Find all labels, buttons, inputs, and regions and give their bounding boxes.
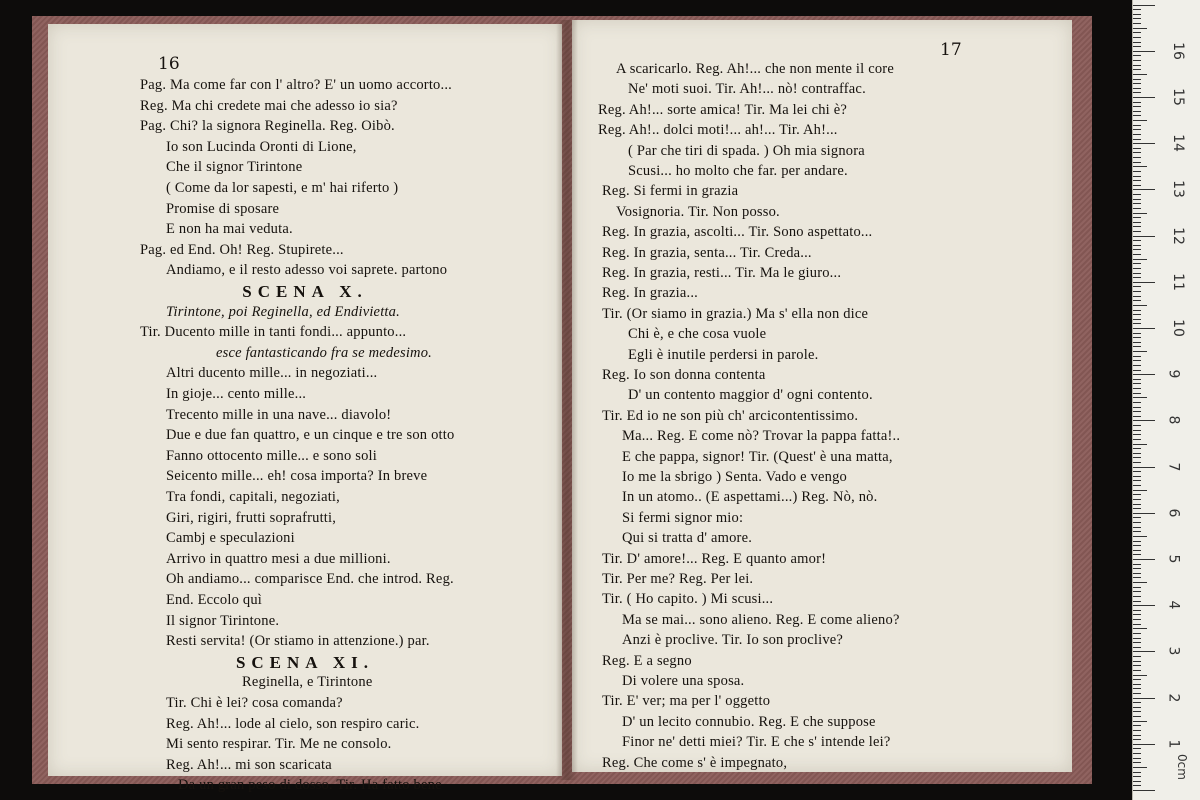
text-line: Ma se mai... sono alieno. Reg. E come alieno? xyxy=(622,611,900,628)
ruler-tick xyxy=(1133,702,1141,703)
text-line: Qui si tratta d' amore. xyxy=(622,530,753,547)
text-line: Trecento mille in una nave... diavolo! xyxy=(166,406,392,423)
ruler-tick xyxy=(1133,716,1141,717)
ruler-tick xyxy=(1133,610,1141,611)
ruler-tick xyxy=(1133,342,1141,343)
text-line: In un atomo.. (E aspettami...) Reg. Nò, nò. xyxy=(622,489,878,506)
ruler-tick xyxy=(1133,180,1141,181)
ruler-tick xyxy=(1133,171,1141,172)
ruler-tick xyxy=(1133,162,1141,163)
ruler-tick xyxy=(1133,393,1141,394)
ruler-number: 7 xyxy=(1165,462,1182,472)
ruler-tick xyxy=(1133,688,1141,689)
text-line: Tir. Ed io ne son più ch' arcicontentissimo. xyxy=(602,407,859,424)
ruler-tick xyxy=(1133,46,1141,47)
text-line: Pag. Chi? la signora Reginella. Reg. Oibò. xyxy=(140,118,395,135)
ruler-tick xyxy=(1133,504,1141,505)
ruler-tick xyxy=(1133,213,1147,214)
ruler-tick xyxy=(1133,300,1141,301)
ruler-tick xyxy=(1133,106,1141,107)
ruler-tick xyxy=(1133,346,1141,347)
ruler-tick xyxy=(1133,568,1141,569)
text-line: Tir. Ducento mille in tanti fondi... appunto... xyxy=(140,324,407,341)
left-page xyxy=(48,24,562,794)
text-line: Pag. Ma come far con l' altro? E' un uomo accorto... xyxy=(140,77,452,93)
text-line: Reg. In grazia... xyxy=(602,285,699,302)
ruler-tick xyxy=(1133,693,1141,694)
right-page xyxy=(572,20,1072,772)
ruler-tick xyxy=(1133,434,1141,435)
text-line: Reg. Ah!.. dolci moti!... ah!... Tir. Ah!... xyxy=(598,122,838,139)
ruler-tick xyxy=(1133,319,1141,320)
ruler-tick xyxy=(1133,28,1147,29)
text-line: Reg. Ah!... mi son scaricata xyxy=(166,756,332,773)
ruler-tick xyxy=(1133,125,1141,126)
ruler-tick xyxy=(1133,310,1141,311)
ruler-tick xyxy=(1133,92,1141,93)
text-line: Oh andiamo... comparisce End. che introd. Reg. xyxy=(166,571,454,588)
text-line: Ne' moti suoi. Tir. Ah!... nò! contraffac. xyxy=(628,81,866,98)
ruler-tick xyxy=(1133,744,1155,745)
ruler-tick xyxy=(1133,453,1141,454)
text-line: Promise di sposare xyxy=(166,200,280,217)
ruler-tick xyxy=(1133,642,1141,643)
text-line: Di volere una sposa. xyxy=(622,673,745,689)
ruler-tick xyxy=(1133,499,1141,500)
ruler-tick xyxy=(1133,74,1147,75)
text-line: A scaricarlo. Reg. Ah!... che non mente il core xyxy=(616,61,894,77)
ruler-tick xyxy=(1133,656,1141,657)
ruler-tick xyxy=(1133,69,1141,70)
ruler-tick xyxy=(1133,541,1141,542)
text-line: Reginella, e Tirintone xyxy=(242,674,373,691)
text-line: ( Come da lor sapesti, e m' hai riferto ) xyxy=(166,180,399,196)
ruler-tick xyxy=(1133,226,1141,227)
ruler-tick xyxy=(1133,365,1141,366)
ruler-tick xyxy=(1133,217,1141,218)
ruler-tick xyxy=(1133,314,1141,315)
ruler-tick xyxy=(1133,448,1141,449)
ruler-tick xyxy=(1133,88,1141,89)
ruler-tick xyxy=(1133,577,1141,578)
ruler-number: 15 xyxy=(1169,88,1186,106)
text-line: Reg. In grazia, ascolti... Tir. Sono aspettato... xyxy=(602,224,873,241)
ruler-tick xyxy=(1133,633,1141,634)
ruler-tick xyxy=(1133,240,1141,241)
ruler-tick xyxy=(1133,374,1155,375)
ruler-tick xyxy=(1133,420,1155,421)
ruler-tick xyxy=(1133,277,1141,278)
ruler-tick xyxy=(1133,675,1147,676)
ruler-tick xyxy=(1133,65,1141,66)
ruler-tick xyxy=(1133,416,1141,417)
ruler-tick xyxy=(1133,176,1141,177)
ruler-tick xyxy=(1133,462,1141,463)
ruler-number: 2 xyxy=(1165,693,1182,703)
text-line: E che pappa, signor! Tir. (Quest' è una matta, xyxy=(622,448,893,465)
ruler-tick xyxy=(1133,605,1155,606)
ruler-tick xyxy=(1133,444,1147,445)
text-line: Altri ducento mille... in negoziati... xyxy=(166,365,378,382)
text-line: Cambj e speculazioni xyxy=(166,530,295,547)
ruler-number: 10 xyxy=(1169,319,1186,337)
ruler-tick xyxy=(1133,337,1141,338)
ruler-tick xyxy=(1133,670,1141,671)
ruler-tick xyxy=(1133,767,1147,768)
text-line: Arrivo in quattro mesi a due millioni. xyxy=(166,550,391,567)
ruler-tick xyxy=(1133,370,1141,371)
ruler-tick xyxy=(1133,189,1155,190)
ruler-tick xyxy=(1133,79,1141,80)
text-line: Vosignoria. Tir. Non posso. xyxy=(616,203,780,220)
ruler-tick xyxy=(1133,194,1141,195)
ruler-tick xyxy=(1133,111,1141,112)
text-line: Ma... Reg. E come nò? Trovar la pappa fatta!.. xyxy=(622,428,901,445)
text-line: Finor ne' detti miei? Tir. E che s' intende lei? xyxy=(622,734,891,751)
text-line: Che il signor Tirintone xyxy=(166,159,303,176)
ruler-number: 13 xyxy=(1169,180,1186,199)
text-line: Io son Lucinda Oronti di Lione, xyxy=(166,138,357,155)
ruler-unit-label: 0cm xyxy=(1174,754,1189,780)
ruler-tick xyxy=(1133,129,1141,130)
ruler-number: 9 xyxy=(1165,369,1182,379)
ruler-tick xyxy=(1133,259,1147,260)
ruler-tick xyxy=(1133,638,1141,639)
ruler-tick xyxy=(1133,517,1141,518)
ruler-number: 8 xyxy=(1165,415,1182,425)
ruler-tick xyxy=(1133,328,1155,329)
ruler-tick xyxy=(1133,582,1147,583)
text-line: Tir. D' amore!... Reg. E quanto amor! xyxy=(602,550,827,567)
text-line: Reg. Si fermi in grazia xyxy=(602,183,739,200)
ruler-tick xyxy=(1133,679,1141,680)
ruler-tick xyxy=(1133,360,1141,361)
ruler-tick xyxy=(1133,439,1141,440)
ruler-tick xyxy=(1133,203,1141,204)
ruler-tick xyxy=(1133,790,1155,791)
ruler-tick xyxy=(1133,9,1141,10)
ruler-tick xyxy=(1133,282,1155,283)
text-line: Andiamo, e il resto adesso voi saprete. partono xyxy=(166,262,448,279)
ruler-tick xyxy=(1133,707,1141,708)
ruler-tick xyxy=(1133,14,1141,15)
ruler-tick xyxy=(1133,356,1141,357)
ruler-tick xyxy=(1133,591,1141,592)
ruler-tick xyxy=(1133,411,1141,412)
ruler-tick xyxy=(1133,407,1141,408)
ruler-number: 11 xyxy=(1169,272,1186,291)
ruler-tick xyxy=(1133,564,1141,565)
page-number-right: 17 xyxy=(940,40,962,60)
ruler-tick xyxy=(1133,115,1141,116)
ruler-tick xyxy=(1133,199,1141,200)
text-line: esce fantasticando fra se medesimo. xyxy=(216,344,433,361)
ruler-tick xyxy=(1133,236,1155,237)
ruler-tick xyxy=(1133,120,1147,121)
text-line: Io me la sbrigo ) Senta. Vado e vengo xyxy=(622,469,847,485)
text-line: Scusi... ho molto che far. per andare. xyxy=(628,163,848,179)
ruler-tick xyxy=(1133,476,1141,477)
text-line: Reg. Ah!... lode al cielo, son respiro caric. xyxy=(166,715,420,732)
ruler-tick xyxy=(1133,735,1141,736)
ruler-tick xyxy=(1133,134,1141,135)
ruler-tick xyxy=(1133,730,1141,731)
ruler-tick xyxy=(1133,291,1141,292)
ruler-tick xyxy=(1133,296,1141,297)
ruler-tick xyxy=(1133,698,1155,699)
ruler-tick xyxy=(1133,513,1155,514)
ruler-tick xyxy=(1133,781,1141,782)
ruler-tick xyxy=(1133,97,1155,98)
ruler-tick xyxy=(1133,661,1141,662)
ruler-tick xyxy=(1133,550,1141,551)
ruler-tick xyxy=(1133,508,1141,509)
ruler-tick xyxy=(1133,596,1141,597)
ruler-tick xyxy=(1133,554,1141,555)
text-line: Reg. E a segno xyxy=(602,652,692,669)
ruler-tick xyxy=(1133,480,1141,481)
ruler-tick xyxy=(1133,18,1141,19)
ruler-tick xyxy=(1133,758,1141,759)
text-line: Il signor Tirintone. xyxy=(166,612,280,629)
ruler-tick xyxy=(1133,457,1141,458)
ruler-tick xyxy=(1133,333,1141,334)
text-line: Si fermi signor mio: xyxy=(622,509,744,526)
ruler-tick xyxy=(1133,60,1141,61)
ruler-tick xyxy=(1133,425,1141,426)
text-line: Tir. (Or siamo in grazia.) Ma s' ella non dice xyxy=(602,305,869,322)
ruler-tick xyxy=(1133,762,1141,763)
page-number-left: 16 xyxy=(158,54,180,74)
ruler-number: 14 xyxy=(1169,134,1186,153)
text-line: Tir. E' ver; ma per l' oggetto xyxy=(602,693,771,710)
scene-heading: SCENA XI. xyxy=(235,652,375,672)
ruler-tick xyxy=(1133,684,1141,685)
text-line: Reg. In grazia, resti... Tir. Ma le giuro... xyxy=(602,265,842,281)
ruler-tick xyxy=(1133,139,1141,140)
ruler-tick xyxy=(1133,711,1141,712)
text-line: ( Par che tiri di spada. ) Oh mia signora xyxy=(628,142,865,159)
ruler-tick xyxy=(1133,383,1141,384)
ruler-tick xyxy=(1133,573,1141,574)
text-line: Resti servita! (Or stiamo in attenzione.) par. xyxy=(166,633,430,650)
ruler-tick xyxy=(1133,351,1147,352)
ruler-tick xyxy=(1133,143,1155,144)
ruler-number: 12 xyxy=(1169,226,1186,245)
ruler-tick xyxy=(1133,268,1141,269)
ruler-tick xyxy=(1133,148,1141,149)
ruler-tick xyxy=(1133,51,1155,52)
ruler-tick xyxy=(1133,430,1141,431)
ruler-tick xyxy=(1133,83,1141,84)
ruler-tick xyxy=(1133,545,1141,546)
ruler-tick xyxy=(1133,624,1141,625)
ruler-tick xyxy=(1133,587,1141,588)
ruler-tick xyxy=(1133,665,1141,666)
text-line: Mi sento respirar. Tir. Me ne consolo. xyxy=(166,736,392,753)
ruler-tick xyxy=(1133,263,1141,264)
ruler-tick xyxy=(1133,651,1155,652)
text-line: Seicento mille... eh! cosa importa? In breve xyxy=(166,468,428,485)
text-line: Fanno ottocento mille... e sono soli xyxy=(166,447,377,464)
ruler-tick xyxy=(1133,231,1141,232)
ruler-tick xyxy=(1133,522,1141,523)
ruler-tick xyxy=(1133,536,1147,537)
ruler-tick xyxy=(1133,249,1141,250)
ruler-tick xyxy=(1133,185,1141,186)
text-line: Pag. ed End. Oh! Reg. Stupirete... xyxy=(140,241,344,258)
ruler-tick xyxy=(1133,245,1141,246)
ruler-tick xyxy=(1133,388,1141,389)
ruler-tick xyxy=(1133,55,1141,56)
ruler-tick xyxy=(1133,753,1141,754)
ruler-tick xyxy=(1133,286,1141,287)
ruler-tick xyxy=(1133,485,1141,486)
ruler-tick xyxy=(1133,273,1141,274)
ruler-tick xyxy=(1133,323,1141,324)
text-line: Due e due fan quattro, e un cinque e tre son otto xyxy=(166,427,455,444)
text-line: Tirintone, poi Reginella, ed Endivietta. xyxy=(166,303,400,320)
ruler-number: 3 xyxy=(1165,646,1182,656)
ruler-tick xyxy=(1133,601,1141,602)
ruler-tick xyxy=(1133,647,1141,648)
ruler-tick xyxy=(1133,152,1141,153)
text-line: Tir. ( Ho capito. ) Mi scusi... xyxy=(602,591,774,608)
ruler-tick xyxy=(1133,23,1141,24)
ruler-tick xyxy=(1133,166,1147,167)
ruler-tick xyxy=(1133,614,1141,615)
ruler-tick xyxy=(1133,208,1141,209)
text-line: Reg. In grazia, senta... Tir. Creda... xyxy=(602,244,812,261)
ruler-tick xyxy=(1133,379,1141,380)
text-line: Da un gran peso di dosso. Tir. Ha fatto bene xyxy=(178,777,442,794)
ruler-tick xyxy=(1133,402,1141,403)
book-gutter xyxy=(556,20,578,780)
text-line: D' un contento maggior d' ogni contento. xyxy=(628,387,873,404)
ruler-number: 6 xyxy=(1165,508,1182,518)
ruler-tick xyxy=(1133,748,1141,749)
ruler-tick xyxy=(1133,222,1141,223)
ruler-number: 4 xyxy=(1165,600,1182,610)
text-line: Tir. Per me? Reg. Per lei. xyxy=(602,571,754,587)
ruler-tick xyxy=(1133,527,1141,528)
text-line: Egli è inutile perdersi in parole. xyxy=(628,346,819,363)
text-line: Tra fondi, capitali, negoziati, xyxy=(166,489,340,505)
ruler-tick xyxy=(1133,42,1141,43)
ruler-tick xyxy=(1133,725,1141,726)
text-line: Reg. Ma chi credete mai che adesso io sia? xyxy=(140,97,398,114)
ruler-number: 5 xyxy=(1165,554,1182,564)
text-line: Anzi è proclive. Tir. Io son proclive? xyxy=(622,632,844,649)
text-line: Chi è, e che cosa vuole xyxy=(628,326,767,343)
ruler-tick xyxy=(1133,254,1141,255)
ruler-number: 16 xyxy=(1169,41,1186,60)
text-line: Reg. Io son donna contenta xyxy=(602,367,766,383)
ruler-tick xyxy=(1133,305,1147,306)
ruler-tick xyxy=(1133,102,1141,103)
text-line: E non ha mai veduta. xyxy=(166,221,293,238)
text-line: Reg. Che come s' è impegnato, xyxy=(602,754,788,771)
ruler-tick xyxy=(1133,559,1155,560)
ruler-tick xyxy=(1133,397,1147,398)
ruler-tick xyxy=(1133,776,1141,777)
ruler-tick xyxy=(1133,785,1141,786)
measuring-ruler xyxy=(1132,0,1200,800)
ruler-tick xyxy=(1133,739,1141,740)
text-line: D' un lecito connubio. Reg. E che suppose xyxy=(622,713,876,730)
scene-heading: SCENA X. xyxy=(242,282,368,301)
text-line: In gioje... cento mille... xyxy=(166,386,307,402)
ruler-tick xyxy=(1133,37,1141,38)
ruler-tick xyxy=(1133,157,1141,158)
ruler-tick xyxy=(1133,490,1147,491)
ruler-tick xyxy=(1133,531,1141,532)
text-line: Reg. Ah!... sorte amica! Tir. Ma lei chi è? xyxy=(598,101,848,118)
ruler-tick xyxy=(1133,628,1147,629)
ruler-tick xyxy=(1133,619,1141,620)
ruler-tick xyxy=(1133,467,1155,468)
ruler-tick xyxy=(1133,772,1141,773)
text-line: End. Eccolo quì xyxy=(166,592,263,608)
ruler-tick xyxy=(1133,471,1141,472)
text-line: Tir. Chi è lei? cosa comanda? xyxy=(166,695,343,711)
ruler-number: 1 xyxy=(1165,739,1182,749)
ruler-tick xyxy=(1133,721,1147,722)
ruler-tick xyxy=(1133,32,1141,33)
ruler-tick xyxy=(1133,494,1141,495)
text-line: Giri, rigiri, frutti soprafrutti, xyxy=(166,509,337,526)
ruler-tick xyxy=(1133,5,1155,6)
